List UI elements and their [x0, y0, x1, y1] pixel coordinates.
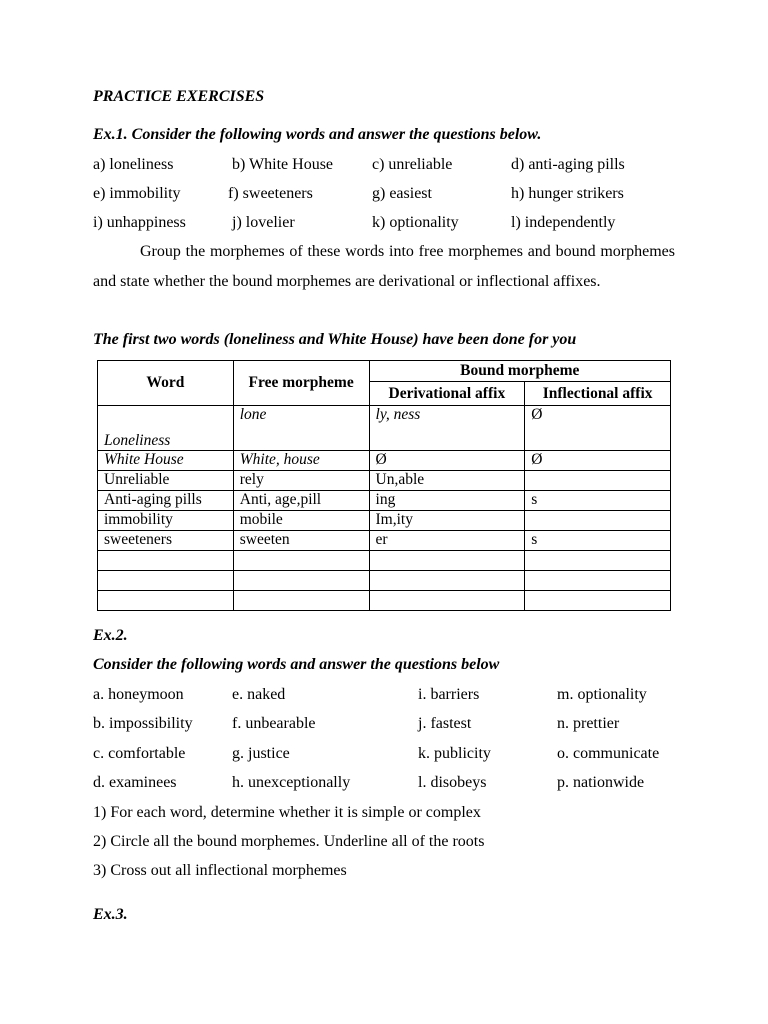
table-cell: Ø	[525, 451, 671, 471]
ex2-word: d. examinees	[93, 774, 177, 791]
table-row	[98, 471, 671, 491]
table-cell: Loneliness	[98, 406, 234, 451]
ex2-word: a. honeymoon	[93, 686, 184, 703]
table-cell	[525, 471, 671, 491]
table-cell	[369, 571, 525, 591]
table-cell: s	[525, 491, 671, 511]
table-cell: immobility	[98, 511, 234, 531]
ex1-heading: Ex.1. Consider the following words and answer the questions below.	[93, 126, 542, 143]
ex1-word: k) optionality	[372, 214, 459, 231]
table-cell	[525, 551, 671, 571]
table-cell: Ø	[369, 451, 525, 471]
table-row	[98, 451, 671, 471]
table-cell: ing	[369, 491, 525, 511]
table-row	[98, 591, 671, 611]
table-cell: er	[369, 531, 525, 551]
col-header-inflectional-affix: Inflectional affix	[525, 382, 671, 406]
ex1-word: j) lovelier	[232, 214, 295, 231]
table-cell: Un,able	[369, 471, 525, 491]
ex2-label: Ex.2.	[93, 627, 128, 644]
ex1-word: l) independently	[511, 214, 616, 231]
ex1-word: c) unreliable	[372, 156, 453, 173]
ex1-word: g) easiest	[372, 185, 432, 202]
ex2-heading: Consider the following words and answer the questions below	[93, 656, 500, 673]
ex1-word: h) hunger strikers	[511, 185, 624, 202]
table-row	[98, 491, 671, 511]
ex2-word: b. impossibility	[93, 715, 193, 732]
table-cell	[233, 571, 369, 591]
ex1-instruction: Group the morphemes of these words into free morphemes and bound morphemes and state whether the bound morphemes are derivational or inflectional affixes.	[93, 243, 675, 290]
ex2-word: n. prettier	[557, 715, 620, 732]
table-row	[98, 406, 671, 451]
ex1-word: e) immobility	[93, 185, 181, 202]
ex2-question: 2) Circle all the bound morphemes. Underline all of the roots	[93, 833, 485, 850]
ex2-question: 3) Cross out all inflectional morphemes	[93, 862, 347, 879]
col-header-free-morpheme: Free morpheme	[233, 361, 369, 406]
table-row	[98, 511, 671, 531]
table-cell: s	[525, 531, 671, 551]
ex2-word: j. fastest	[418, 715, 472, 732]
table-cell	[369, 591, 525, 611]
ex2-word: e. naked	[232, 686, 286, 703]
table-cell: Im,ity	[369, 511, 525, 531]
table-cell: sweeteners	[98, 531, 234, 551]
table-cell: White House	[98, 451, 234, 471]
table-cell: mobile	[233, 511, 369, 531]
ex1-word: f) sweeteners	[228, 185, 313, 202]
ex1-word: a) loneliness	[93, 156, 174, 173]
ex2-word: m. optionality	[557, 686, 647, 703]
table-row	[98, 571, 671, 591]
table-cell: rely	[233, 471, 369, 491]
ex1-word: d) anti-aging pills	[511, 156, 625, 173]
table-cell: Anti, age,pill	[233, 491, 369, 511]
ex3-label: Ex.3.	[93, 906, 128, 923]
ex1-example-note: The first two words (loneliness and White House) have been done for you	[93, 331, 577, 348]
morpheme-table	[97, 360, 671, 611]
table-cell	[233, 591, 369, 611]
ex2-word: h. unexceptionally	[232, 774, 351, 791]
table-row	[98, 551, 671, 571]
col-header-word: Word	[98, 361, 234, 406]
table-cell	[525, 571, 671, 591]
col-header-bound-morpheme: Bound morpheme	[369, 361, 670, 382]
col-header-derivational-affix: Derivational affix	[369, 382, 525, 406]
ex2-word: k. publicity	[418, 745, 491, 762]
ex2-word: l. disobeys	[418, 774, 487, 791]
ex2-word: i. barriers	[418, 686, 480, 703]
table-cell: White, house	[233, 451, 369, 471]
table-cell: Anti-aging pills	[98, 491, 234, 511]
table-cell	[525, 591, 671, 611]
ex2-word: p. nationwide	[557, 774, 645, 791]
table-cell: Unreliable	[98, 471, 234, 491]
table-cell	[369, 551, 525, 571]
ex2-word: g. justice	[232, 745, 290, 762]
table-cell	[233, 551, 369, 571]
table-cell	[98, 591, 234, 611]
table-cell: Ø	[525, 406, 671, 451]
ex2-word: c. comfortable	[93, 745, 186, 762]
ex2-question: 1) For each word, determine whether it is simple or complex	[93, 804, 481, 821]
ex2-word: f. unbearable	[232, 715, 316, 732]
ex2-word: o. communicate	[557, 745, 660, 762]
ex1-word: b) White House	[232, 156, 334, 173]
table-cell	[98, 551, 234, 571]
page-title: PRACTICE EXERCISES	[93, 88, 265, 105]
table-row	[98, 531, 671, 551]
table-cell: lone	[233, 406, 369, 451]
table-cell: ly, ness	[369, 406, 525, 451]
table-cell	[525, 511, 671, 531]
table-cell	[98, 571, 234, 591]
ex1-word: i) unhappiness	[93, 214, 186, 231]
table-cell: sweeten	[233, 531, 369, 551]
